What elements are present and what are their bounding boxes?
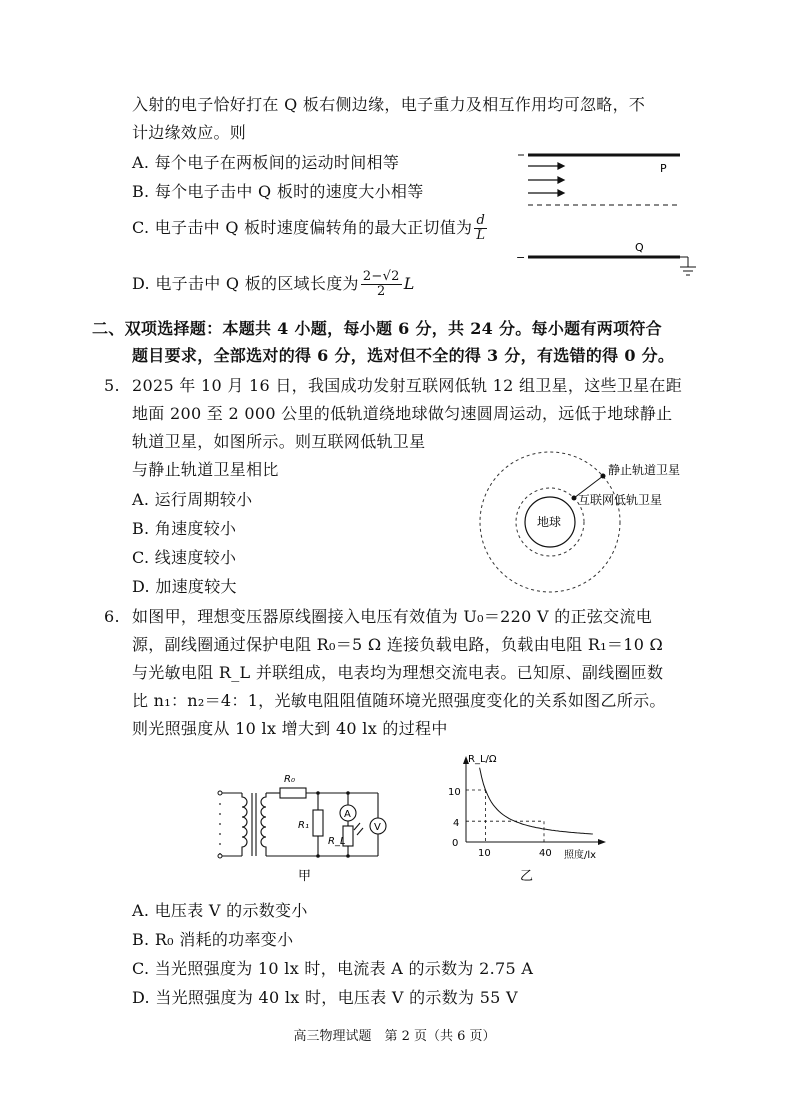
q5-stem-line1: 2025 年 10 月 16 日，我国成功发射互联网低轨 12 组卫星，这些卫星在距 [132,376,682,395]
q4-option-c-fraction: $\frac{d}{L}$ [476,213,486,243]
q6-stem-line1: 如图甲，理想变压器原线圈接入电压有效值为 U₀＝220 V 的正弦交流电 [132,607,653,626]
q5-option-c: C. 线速度较小 [132,548,237,567]
q6-rl-graph [438,750,618,885]
q6-stem-line2: 源，副线圈通过保护电阻 R₀＝5 Ω 连接负载电路，负载由电阻 R₁＝10 Ω [132,635,664,654]
q-plate-label: Q [635,241,644,254]
q4-option-a: A. 每个电子在两板间的运动时间相等 [132,153,400,172]
q6-number: 6. [104,607,120,626]
electron-arrows [528,163,564,196]
x-axis-label: 照度/lx [564,850,597,861]
q4-option-c [132,214,489,243]
y-axis-label: R_L/Ω [468,754,497,765]
q6-circuit-figure [210,768,400,883]
q4-option-d: D. 电子击中 Q 板的区域长度为 $\frac{2-√2}{2}$ L [132,269,415,299]
q5-number: 5. [104,376,120,395]
r1-label: R₁ [298,820,309,831]
r1-resistor [313,810,323,836]
section2-heading-line1: 二、双项选择题：本题共 4 小题，每小题 6 分，共 24 分。每小题有两项符合 [92,319,662,338]
q4-plates-figure [510,145,710,285]
q4-option-d-fraction: $\frac{2-√2}{2}$ [362,269,400,299]
q6-option-d: D. 当光照强度为 40 lx 时，电压表 V 的示数为 55 V [132,988,518,1007]
minus-sign: − [516,251,526,264]
ammeter-label: A [344,809,351,820]
q5-stem-line4: 与静止轨道卫星相比 [132,460,279,479]
p-plate-label: P [660,162,667,175]
earth-label: 地球 [537,515,562,529]
x-tick-10: 10 [478,848,491,859]
page-footer: 高三物理试题 第 2 页（共 6 页） [293,1029,496,1044]
q6-option-b: B. R₀ 消耗的功率变小 [132,930,294,949]
leo-satellite-dot [572,496,577,501]
q6-option-c: C. 当光照强度为 10 lx 时，电流表 A 的示数为 2.75 A [132,959,534,978]
q5-option-a: A. 运行周期较小 [132,490,253,509]
q6-stem-line4: 比 n₁：n₂＝4：1，光敏电阻阻值随环境光照强度变化的关系如图乙所示。 [132,691,666,710]
x-tick-40: 40 [539,848,552,859]
q5-option-d: D. 加速度较大 [132,577,237,596]
q6-stem-line5: 则光照强度从 10 lx 增大到 40 lx 的过程中 [132,719,448,738]
y-tick-4: 4 [453,818,460,829]
secondary-coil [261,793,266,856]
q4-stem-line1: 入射的电子恰好打在 Q 板右侧边缘，电子重力及相互作用均可忽略，不 [132,95,646,114]
y-tick-10: 10 [448,787,461,798]
fig-jia-caption: 甲 [298,869,312,883]
q4-stem-line2: 计边缘效应。则 [132,123,247,142]
q6-option-a: A. 电压表 V 的示数变小 [132,901,308,920]
q6-stem-line3: 与光敏电阻 R_L 并联组成，电表均为理想交流电表。已知原、副线圈匝数 [132,663,664,682]
leo-satellite-label: 互联网低轨卫星 [578,493,663,507]
fig-yi-caption: 乙 [520,869,534,884]
rl-label: R_L [328,836,346,847]
q5-stem-line2: 地面 200 至 2 000 公里的低轨道绕地球做匀速圆周运动，远低于地球静止 [132,404,673,423]
q5-orbit-figure [470,440,710,600]
voltmeter-label: V [374,822,381,833]
q4-option-c-text: C. 电子击中 Q 板时速度偏转角的最大正切值为 [132,218,473,237]
origin-label: 0 [452,838,459,849]
q5-stem-line3: 轨道卫星，如图所示。则互联网低轨卫星 [132,432,426,451]
q5-option-b: B. 角速度较小 [132,519,237,538]
r0-label: R₀ [284,774,295,785]
q4-option-b: B. 每个电子击中 Q 板时的速度大小相等 [132,182,424,201]
rl-curve [480,768,593,834]
q4-option-d-text: D. 电子击中 Q 板的区域长度为 [132,274,359,293]
primary-coil [242,793,247,856]
geo-satellite-label: 静止轨道卫星 [608,463,681,477]
section2-heading-line2: 题目要求，全部选对的得 6 分，选对但不全的得 3 分，有选错的得 0 分。 [132,346,675,365]
r0-resistor [280,788,306,798]
